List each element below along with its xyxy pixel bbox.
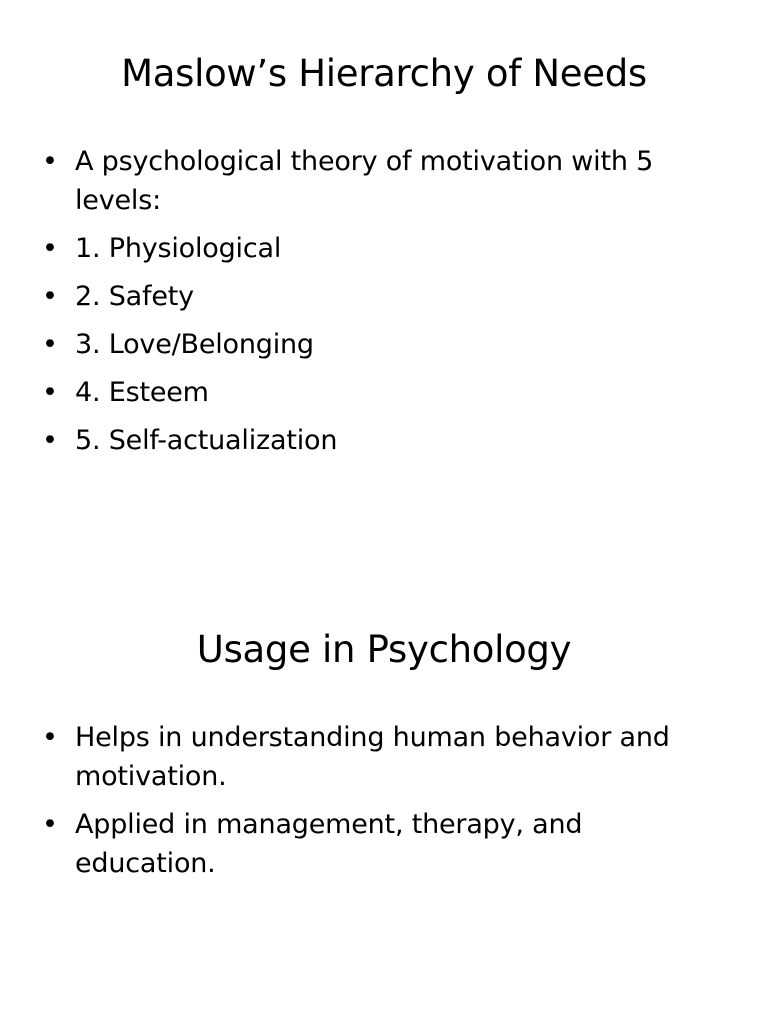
bullet-item	[42, 142, 722, 220]
bullet-icon: •	[42, 233, 58, 264]
bullet-icon: •	[42, 146, 58, 177]
section-title-maslow: Maslow’s Hierarchy of Needs	[121, 52, 647, 95]
section-title-usage: Usage in Psychology	[196, 628, 572, 671]
bullet-text: 2. Safety	[75, 281, 194, 312]
bullet-text: 5. Self-actualization	[75, 425, 338, 456]
bullet-icon: •	[42, 329, 58, 360]
bullet-icon: •	[42, 377, 58, 408]
bullet-list-maslow	[42, 142, 722, 469]
bullet-item	[42, 325, 722, 364]
bullet-item	[42, 718, 722, 796]
bullet-text: Helps in understanding human behavior and motivation.	[75, 722, 670, 792]
bullet-item	[42, 373, 722, 412]
bullet-list-usage	[42, 718, 722, 892]
bullet-item	[42, 421, 722, 460]
bullet-item	[42, 805, 722, 883]
bullet-text: A psychological theory of motivation with 5 levels:	[75, 146, 654, 216]
bullet-text: 1. Physiological	[75, 233, 282, 264]
bullet-icon: •	[42, 425, 58, 456]
bullet-item	[42, 229, 722, 268]
bullet-text: Applied in management, therapy, and education.	[75, 809, 583, 879]
bullet-item	[42, 277, 722, 316]
bullet-text: 4. Esteem	[75, 377, 209, 408]
bullet-icon: •	[42, 809, 58, 840]
bullet-icon: •	[42, 722, 58, 753]
bullet-icon: •	[42, 281, 58, 312]
bullet-text: 3. Love/Belonging	[75, 329, 314, 360]
